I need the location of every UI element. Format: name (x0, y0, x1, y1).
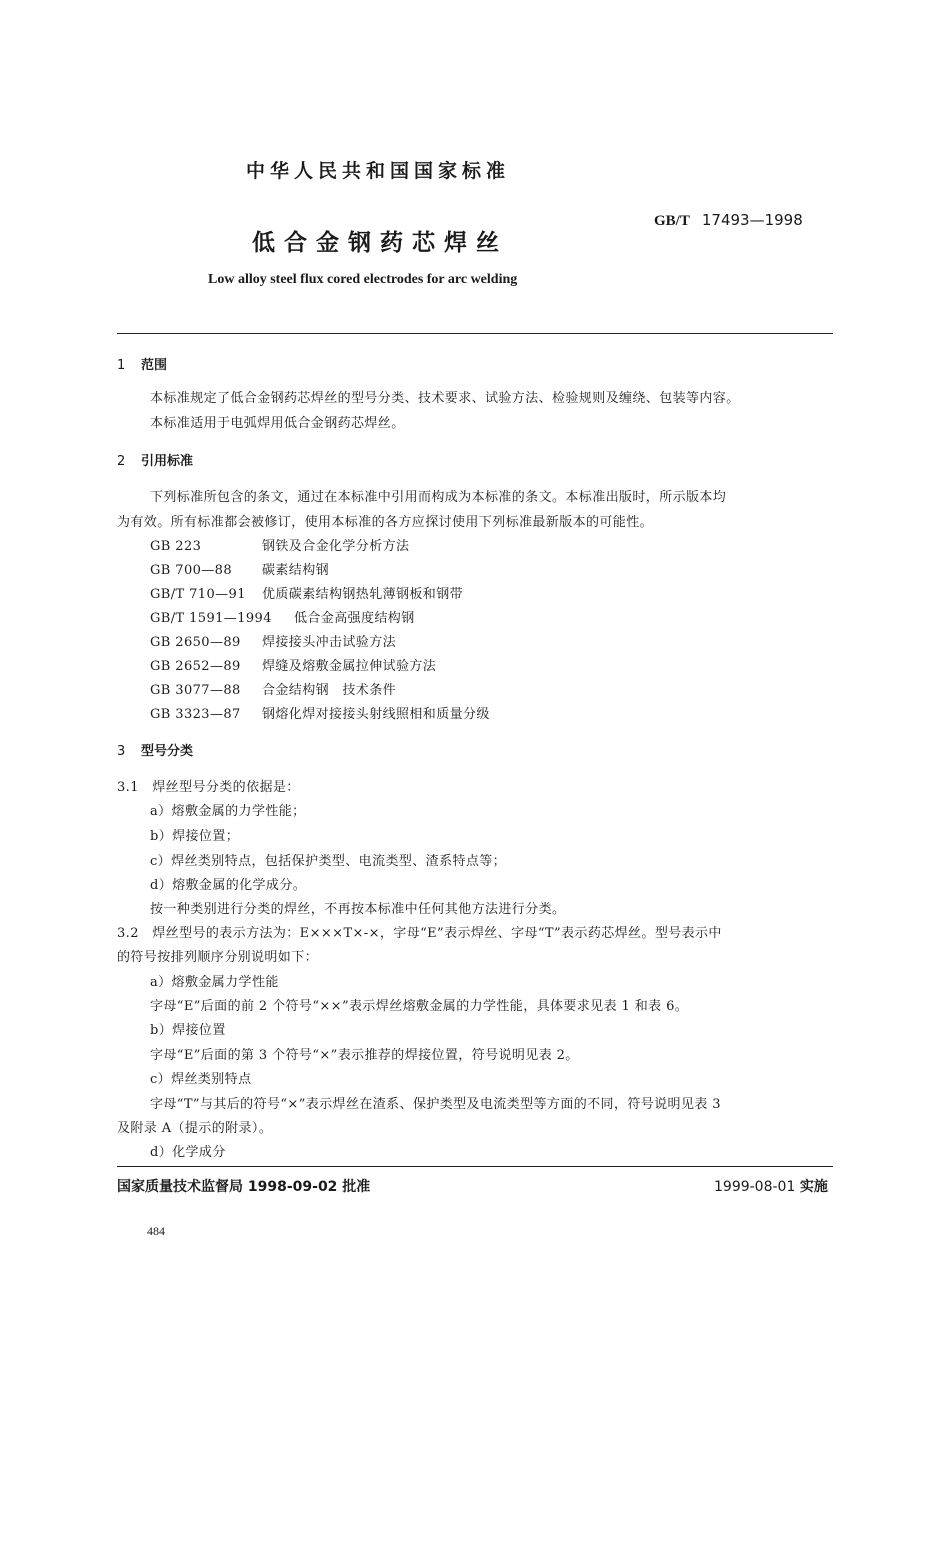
reference-name: 优质碳素结构钢热轧薄钢板和钢带 (262, 587, 464, 602)
clause-3-2-item-c: c）焊丝类别特点 (150, 1072, 252, 1087)
reference-item (150, 655, 436, 674)
reference-name: 钢熔化焊对接接头射线照相和质量分级 (262, 707, 490, 722)
national-standard-heading: 中华人民共和国国家标准 (246, 160, 511, 182)
standard-prefix: GB/T (654, 213, 690, 229)
clause-3-2-line-2: 的符号按排列顺序分别说明如下： (117, 950, 319, 965)
clause-3-2-item-d: d）化学成分 (150, 1145, 226, 1160)
standard-code (654, 211, 803, 230)
clause-3-2-item-c-text-line-2: 及附录 A（提示的附录）。 (117, 1121, 273, 1136)
clause-3-1-item-c: c）焊丝类别特点，包括保护类型、电流类型、渣系特点等； (150, 854, 507, 869)
clause-3-2-item-b: b）焊接位置 (150, 1023, 226, 1038)
section-1-heading (117, 354, 167, 373)
section-1-paragraph-1: 本标准规定了低合金钢药芯焊丝的型号分类、技术要求、试验方法、检验规则及缠绕、包装等内容。 (150, 391, 740, 406)
implementation-date: 1999-08-01 (714, 1179, 796, 1195)
clause-3-2-line-1: 3.2 焊丝型号的表示方法为：E×××T×-×，字母“E”表示焊丝、字母“T”表示药芯焊丝。型号表示中 (117, 926, 722, 941)
implementation-line (714, 1176, 828, 1196)
english-title: Low alloy steel flux cored electrodes for arc welding (208, 272, 518, 287)
reference-item (150, 535, 409, 554)
clause-3-2-item-b-text: 字母“E”后面的第 3 个符号“×”表示推荐的焊接位置，符号说明见表 2。 (150, 1048, 579, 1063)
reference-code: GB 223 (150, 539, 202, 554)
reference-name: 合金结构钢 技术条件 (262, 683, 397, 698)
page-number: 484 (147, 1224, 165, 1238)
section-1-number: 1 (117, 358, 126, 373)
reference-name: 焊缝及熔敷金属拉伸试验方法 (262, 659, 437, 674)
reference-item (150, 703, 490, 722)
reference-code: GB/T 710—91 (150, 587, 246, 602)
reference-code: GB 2652—89 (150, 659, 241, 674)
reference-item (150, 679, 396, 698)
standard-number: 17493—1998 (701, 211, 803, 229)
clause-3-2-item-a-text: 字母“E”后面的前 2 个符号“××”表示焊丝熔敷金属的力学性能，具体要求见表 1 和表 6。 (150, 999, 689, 1014)
header-divider (117, 333, 833, 334)
reference-name: 焊接接头冲击试验方法 (262, 635, 397, 650)
section-2-heading (117, 450, 193, 469)
reference-item (150, 559, 329, 578)
reference-name: 钢铁及合金化学分析方法 (262, 539, 410, 554)
section-2-title: 引用标准 (141, 454, 194, 469)
section-3-heading (117, 740, 193, 759)
reference-code: GB 3077—88 (150, 683, 241, 698)
section-2-number: 2 (117, 454, 126, 469)
clause-3-1-note: 按一种类别进行分类的焊丝，不再按本标准中任何其他方法进行分类。 (150, 902, 566, 917)
clause-3-2-item-a: a）熔敷金属力学性能 (150, 975, 279, 990)
clause-3-1-item-d: d）熔敷金属的化学成分。 (150, 878, 307, 893)
reference-code: GB 3323—87 (150, 707, 241, 722)
section-3-number: 3 (117, 744, 126, 759)
reference-name: 碳素结构钢 (262, 563, 330, 578)
document-title: 低合金钢药芯焊丝 (252, 230, 508, 256)
clause-3-2-item-c-text-line-1: 字母“T”与其后的符号“×”表示焊丝在渣系、保护类型及电流类型等方面的不同，符号说明见表 3 (150, 1097, 721, 1112)
reference-item (150, 607, 415, 626)
approval-line: 国家质量技术监督局 1998-09-02 批准 (117, 1179, 371, 1195)
reference-item (150, 631, 396, 650)
section-3-title: 型号分类 (141, 744, 194, 759)
reference-code: GB 700—88 (150, 563, 233, 578)
reference-item (150, 583, 463, 602)
section-2-paragraph-line-2: 为有效。所有标准都会被修订，使用本标准的各方应探讨使用下列标准最新版本的可能性。 (117, 515, 654, 530)
reference-code: GB 2650—89 (150, 635, 241, 650)
footer-divider (117, 1166, 833, 1167)
clause-3-1-item-a: a）熔敷金属的力学性能； (150, 804, 306, 819)
section-1-title: 范围 (141, 358, 168, 373)
section-1-paragraph-2: 本标准适用于电弧焊用低合金钢药芯焊丝。 (150, 416, 405, 431)
reference-name: 低合金高强度结构钢 (294, 611, 415, 626)
section-2-paragraph-line-1: 下列标准所包含的条文，通过在本标准中引用而构成为本标准的条文。本标准出版时，所示版本均 (150, 490, 727, 505)
clause-3-1-item-b: b）焊接位置； (150, 829, 240, 844)
clause-3-1: 3.1 焊丝型号分类的依据是： (117, 780, 300, 795)
implementation-label: 实施 (799, 1179, 828, 1195)
reference-code: GB/T 1591—1994 (150, 611, 272, 626)
